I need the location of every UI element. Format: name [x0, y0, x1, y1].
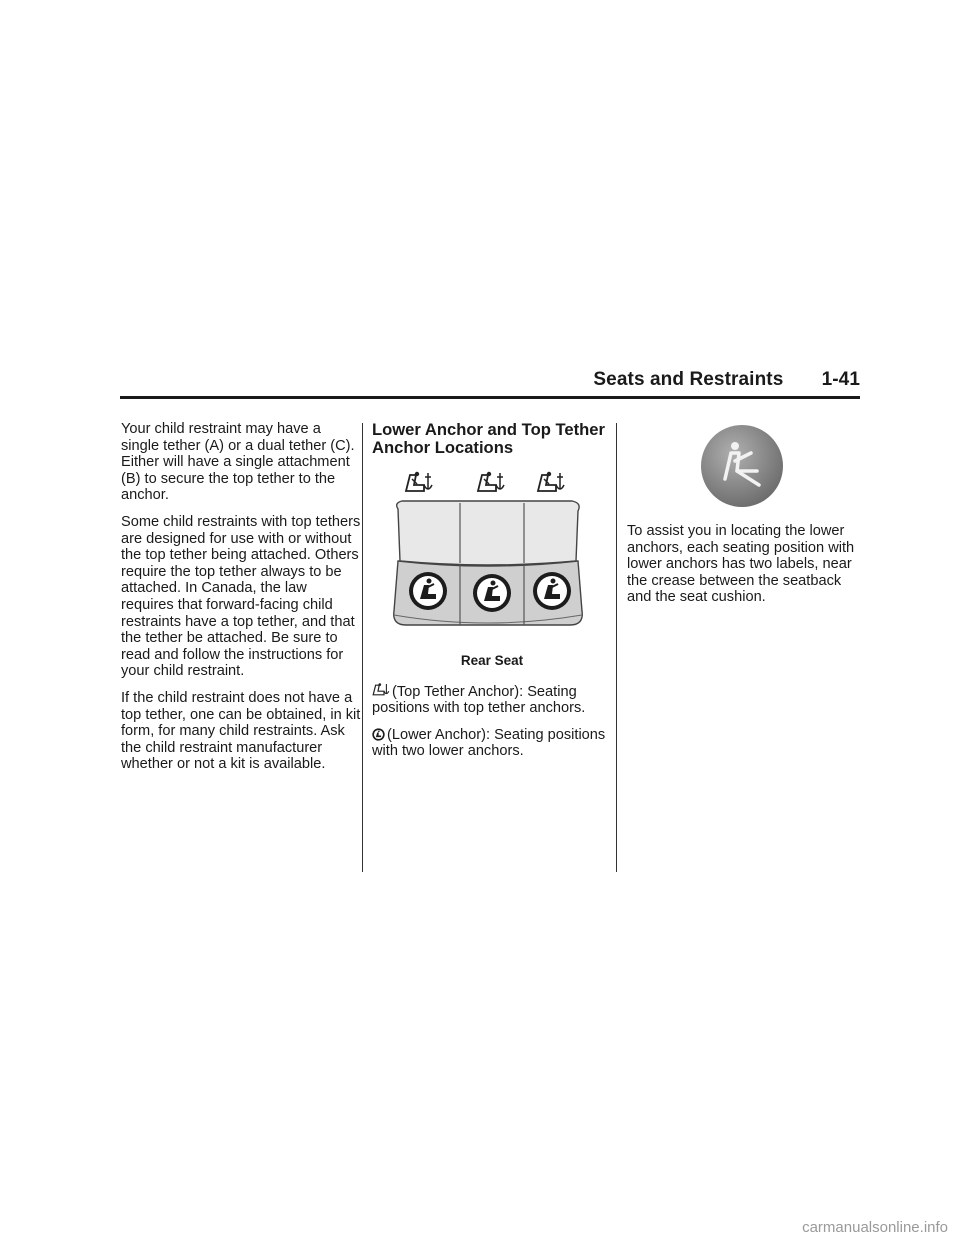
figure-caption: Rear Seat	[460, 653, 524, 668]
top-tether-anchor-icon	[478, 472, 504, 491]
watermark: carmanualsonline.info	[802, 1219, 948, 1236]
top-tether-anchor-icon	[372, 682, 390, 698]
lower-anchor-label-icon	[699, 423, 785, 509]
header-rule	[120, 396, 860, 399]
paragraph-lower-anchor-labels: To assist you in locating the lower anchors, each seating position with lower anchors has two labels, near the crease between the seatback and the seat cushion.	[627, 523, 855, 606]
column-divider-right	[616, 423, 617, 872]
top-tether-anchor-icon	[406, 472, 432, 491]
lower-anchor-icon	[533, 572, 571, 610]
column-3	[627, 523, 867, 616]
page-header-title: Seats and Restraints 1-41	[593, 369, 860, 390]
column-2	[372, 421, 612, 770]
paragraph-tether-requirements: Some child restraints with top tethers are designed for use with or without the top tether being attached. Others require the top tether always to be attached. In Canada, the law requires that forward-facing child restraints have a top tether, and that the tether be attached. Be sure to read and follow the instructions for your child restraint.	[121, 513, 361, 680]
lower-anchor-icon	[473, 574, 511, 612]
legend-lower-anchor	[372, 727, 612, 760]
legend-lower-anchor-text: (Lower Anchor): Seating positions with two lower anchors.	[372, 726, 606, 760]
lower-anchor-icon	[409, 572, 447, 610]
paragraph-tether-types: Your child restraint may have a single tether (A) or a dual tether (C). Either will have a single attachment (B) to secure the top tether to the anchor.	[121, 421, 355, 504]
legend-top-tether	[372, 682, 612, 717]
top-tether-anchor-icon	[538, 472, 564, 491]
paragraph-tether-kit: If the child restraint does not have a top tether, one can be obtained, in kit form, for many child restraints. Ask the child restraint manufacturer whether or not a kit is available.	[121, 689, 361, 773]
column-divider-left	[362, 423, 363, 872]
column-1	[121, 421, 361, 783]
section-title: Lower Anchor and Top Tether Anchor Locations	[372, 420, 605, 457]
lower-anchor-icon	[372, 728, 385, 741]
rear-seat-illustration	[372, 465, 602, 647]
legend-top-tether-text: (Top Tether Anchor): Seating positions with top tether anchors.	[372, 683, 586, 717]
